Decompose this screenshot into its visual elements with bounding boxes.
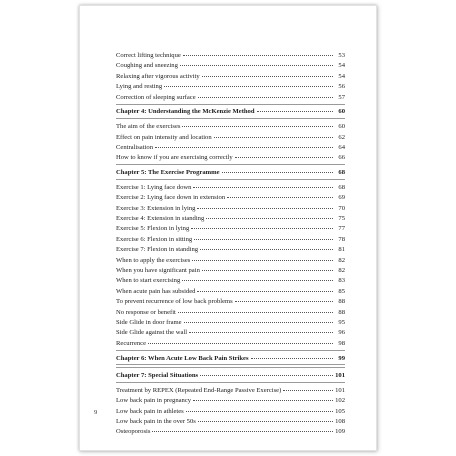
entry-title: Exercise 3: Extension in lying bbox=[116, 204, 196, 212]
entry-title: Low back pain in pregnancy bbox=[116, 397, 192, 405]
entry-page-number: 102 bbox=[335, 397, 345, 405]
dot-leader bbox=[198, 415, 333, 422]
entry-page-number: 101 bbox=[335, 372, 345, 380]
entry-page-number: 75 bbox=[338, 215, 345, 223]
entry-title: Coughing and sneezing bbox=[116, 62, 178, 70]
entry-page-number: 60 bbox=[338, 123, 345, 131]
entry-page-number: 69 bbox=[338, 194, 345, 202]
chapter-title: Chapter 4: Understanding the McKenzie Method bbox=[116, 108, 255, 116]
dot-leader bbox=[235, 295, 333, 302]
entry-title: Exercise 5: Flexion in lying bbox=[116, 225, 190, 233]
entry-page-number: 54 bbox=[338, 72, 345, 80]
dot-leader bbox=[186, 405, 333, 412]
dot-leader bbox=[197, 285, 333, 292]
entry-page-number: 108 bbox=[335, 418, 345, 426]
dot-leader bbox=[155, 141, 333, 148]
entry-title: Exercise 2: Lying face down in extension bbox=[116, 194, 226, 202]
book-page bbox=[79, 5, 377, 451]
dot-leader bbox=[178, 306, 333, 313]
entry-title: Side Glide in door frame bbox=[116, 318, 182, 326]
dot-leader bbox=[235, 151, 333, 158]
toc-entry bbox=[116, 152, 345, 162]
entry-page-number: 53 bbox=[338, 52, 345, 59]
entry-title: Osteoporosis bbox=[116, 428, 151, 436]
entry-page-number: 83 bbox=[338, 277, 345, 285]
entry-title: Relaxing after vigorous activity bbox=[116, 72, 200, 80]
entry-page-number: 68 bbox=[338, 169, 345, 177]
dot-leader bbox=[222, 166, 333, 173]
entry-title: Lying and resting bbox=[116, 83, 163, 91]
dot-leader bbox=[206, 212, 333, 219]
entry-page-number: 70 bbox=[338, 204, 345, 212]
dot-leader bbox=[202, 264, 333, 271]
dot-leader bbox=[283, 384, 333, 391]
entry-page-number: 57 bbox=[338, 93, 345, 101]
chapter-title: Chapter 6: When Acute Low Back Pain Strikes bbox=[116, 354, 249, 362]
entry-page-number: 109 bbox=[335, 428, 345, 436]
entry-title: Recurrence bbox=[116, 339, 147, 347]
dot-leader bbox=[202, 70, 333, 77]
entry-title: When to apply the exercises bbox=[116, 256, 191, 264]
dot-leader bbox=[251, 352, 333, 359]
entry-page-number: 82 bbox=[338, 266, 345, 274]
dot-leader bbox=[198, 91, 333, 98]
chapter-title: Chapter 7: Special Situations bbox=[116, 372, 199, 380]
dot-leader bbox=[197, 202, 333, 209]
entry-title: Low back pain in the over 50s bbox=[116, 418, 196, 426]
entry-title: Centralisation bbox=[116, 143, 153, 151]
dot-leader bbox=[182, 274, 333, 281]
dot-leader bbox=[193, 181, 333, 188]
entry-title: Correction of sleeping surface bbox=[116, 93, 196, 101]
entry-page-number: 95 bbox=[338, 318, 345, 326]
entry-title: Exercise 6: Flexion in sitting bbox=[116, 235, 193, 243]
chapter-title: Chapter 5: The Exercise Programme bbox=[116, 169, 220, 177]
dot-leader bbox=[192, 254, 333, 261]
entry-page-number: 81 bbox=[338, 246, 345, 254]
toc-entry bbox=[116, 92, 345, 102]
entry-page-number: 78 bbox=[338, 235, 345, 243]
dot-leader bbox=[194, 233, 333, 240]
entry-page-number: 98 bbox=[338, 339, 345, 347]
dot-leader bbox=[191, 222, 333, 229]
page-number: 9 bbox=[94, 409, 98, 416]
dot-leader bbox=[148, 337, 333, 344]
entry-page-number: 96 bbox=[338, 329, 345, 337]
dot-leader bbox=[183, 49, 333, 56]
entry-page-number: 66 bbox=[338, 154, 345, 162]
entry-page-number: 99 bbox=[338, 354, 345, 362]
entry-page-number: 60 bbox=[338, 108, 345, 116]
entry-title: To prevent recurrence of low back problems bbox=[116, 298, 233, 306]
dot-leader bbox=[214, 131, 333, 138]
toc-chapter-heading bbox=[116, 370, 345, 380]
entry-title: When acute pain has subsided bbox=[116, 287, 196, 295]
entry-page-number: 54 bbox=[338, 62, 345, 70]
entry-page-number: 88 bbox=[338, 298, 345, 306]
dot-leader bbox=[182, 120, 333, 127]
entry-page-number: 68 bbox=[338, 183, 345, 191]
toc-entry bbox=[116, 426, 345, 436]
entry-title: Exercise 1: Lying face down bbox=[116, 183, 192, 191]
dot-leader bbox=[200, 243, 333, 250]
entry-title: Treatment by REPEX (Repeated End-Range Passive Exercise) bbox=[116, 386, 282, 394]
entry-page-number: 56 bbox=[338, 83, 345, 91]
entry-title: When you have significant pain bbox=[116, 266, 200, 274]
dot-leader bbox=[200, 369, 333, 376]
dot-leader bbox=[189, 326, 333, 333]
entry-title: When to start exercising bbox=[116, 277, 181, 285]
dot-leader bbox=[227, 191, 333, 198]
table-of-contents bbox=[116, 50, 345, 437]
entry-page-number: 101 bbox=[335, 386, 345, 394]
entry-page-number: 105 bbox=[335, 407, 345, 415]
dot-leader bbox=[257, 105, 333, 112]
entry-title: Correct lifting technique bbox=[116, 52, 181, 59]
toc-chapter-heading bbox=[116, 167, 345, 177]
entry-page-number: 62 bbox=[338, 133, 345, 141]
chapter-divider bbox=[116, 364, 345, 365]
toc-chapter-heading bbox=[116, 106, 345, 116]
dot-leader bbox=[184, 316, 333, 323]
dot-leader bbox=[164, 80, 333, 87]
toc-entry bbox=[116, 338, 345, 348]
toc-chapter-heading bbox=[116, 353, 345, 363]
entry-title: Exercise 7: Flexion in standing bbox=[116, 246, 199, 254]
dot-leader bbox=[152, 425, 333, 432]
entry-title: Effect on pain intensity and location bbox=[116, 133, 212, 141]
entry-page-number: 64 bbox=[338, 143, 345, 151]
entry-title: No response or benefit bbox=[116, 308, 176, 316]
dot-leader bbox=[193, 394, 333, 401]
entry-page-number: 88 bbox=[338, 308, 345, 316]
entry-page-number: 77 bbox=[338, 225, 345, 233]
entry-title: Low back pain in athletes bbox=[116, 407, 184, 415]
entry-title: The aim of the exercises bbox=[116, 123, 181, 131]
entry-page-number: 85 bbox=[338, 287, 345, 295]
entry-title: How to know if you are exercising correctly bbox=[116, 154, 233, 162]
entry-page-number: 82 bbox=[338, 256, 345, 264]
entry-title: Exercise 4: Extension in standing bbox=[116, 215, 205, 223]
dot-leader bbox=[180, 59, 333, 66]
entry-title: Side Glide against the wall bbox=[116, 329, 188, 337]
